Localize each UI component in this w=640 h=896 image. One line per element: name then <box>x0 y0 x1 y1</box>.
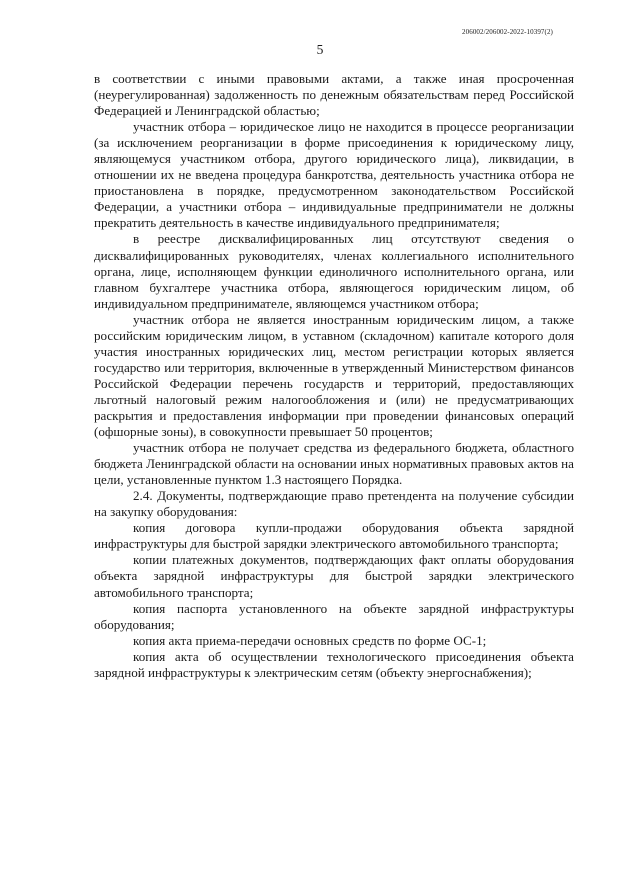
paragraph-no-other-funding: участник отбора не получает средства из федерального бюджета, областного бюджета Ленинградской области на основании иных нормативных правовых актов на цели, установленные пунктом 1.3 настоящего Порядка. <box>94 440 574 488</box>
paragraph-no-reorganization: участник отбора – юридическое лицо не находится в процессе реорганизации (за исключением реорганизации в форме присоединения к юридическому лицу, являющемуся участником отбора, другого юридического лица), ликвидации, в отношении их не введена процедура банкротства, деятельность участника отбора не приостановлена в порядке, предусмотренном законодательством Российской Федерации, а участники отбора – индивидуальные предприниматели не должны прекратить деятельность в качестве индивидуального предпринимателя; <box>94 119 574 231</box>
paragraph-debt-continuation: в соответствии с иными правовыми актами, а также иная просроченная (неурегулированная) задолженность по денежным обязательствам перед Российской Федерацией и Ленинградской областью; <box>94 71 574 119</box>
paragraph-not-foreign-entity: участник отбора не является иностранным юридическим лицом, а также российским юридическим лицом, в уставном (складочном) капитале которого доля участия иностранных юридических лиц, местом регистрации которых является государство или территория, включенные в утвержденный Министерством финансов Российской Федерации перечень государств и территорий, предоставляющих льготный налоговый режим налогообложения и (или) не предусматривающих раскрытия и предоставления информации при проведении финансовых операций (офшорные зоны), в совокупности превышает 50 процентов; <box>94 311 574 440</box>
document-id: 206002/206002-2022-10397(2) <box>462 28 553 36</box>
document-body <box>94 71 574 681</box>
paragraph-equipment-passport-copy: копия паспорта установленного на объекте зарядной инфраструктуры оборудования; <box>94 600 574 632</box>
paragraph-section-2-4: 2.4. Документы, подтверждающие право претендента на получение субсидии на закупку оборудования: <box>94 488 574 520</box>
paragraph-sales-contract-copy: копия договора купли-продажи оборудования объекта зарядной инфраструктуры для быстрой зарядки электрического автомобильного транспорта; <box>94 520 574 552</box>
paragraph-grid-connection-act-copy: копия акта об осуществлении технологического присоединения объекта зарядной инфраструктуры к электрическим сетям (объекту энергоснабжения); <box>94 648 574 680</box>
page-number: 5 <box>316 42 324 57</box>
paragraph-os1-act-copy: копия акта приема-передачи основных средств по форме ОС-1; <box>133 632 487 648</box>
paragraph-payment-documents-copy: копии платежных документов, подтверждающих факт оплаты оборудования объекта зарядной инфраструктуры для быстрой зарядки электрического автомобильного транспорта; <box>94 552 574 600</box>
paragraph-disqualified-persons: в реестре дисквалифицированных лиц отсутствуют сведения о дисквалифицированных руководителях, членах коллегиального исполнительного органа, лице, исполняющем функции единоличного исполнительного органа, или главном бухгалтере участника отбора, являющегося юридическим лицом, об индивидуальном предпринимателе, являющемся участником отбора; <box>94 231 574 311</box>
